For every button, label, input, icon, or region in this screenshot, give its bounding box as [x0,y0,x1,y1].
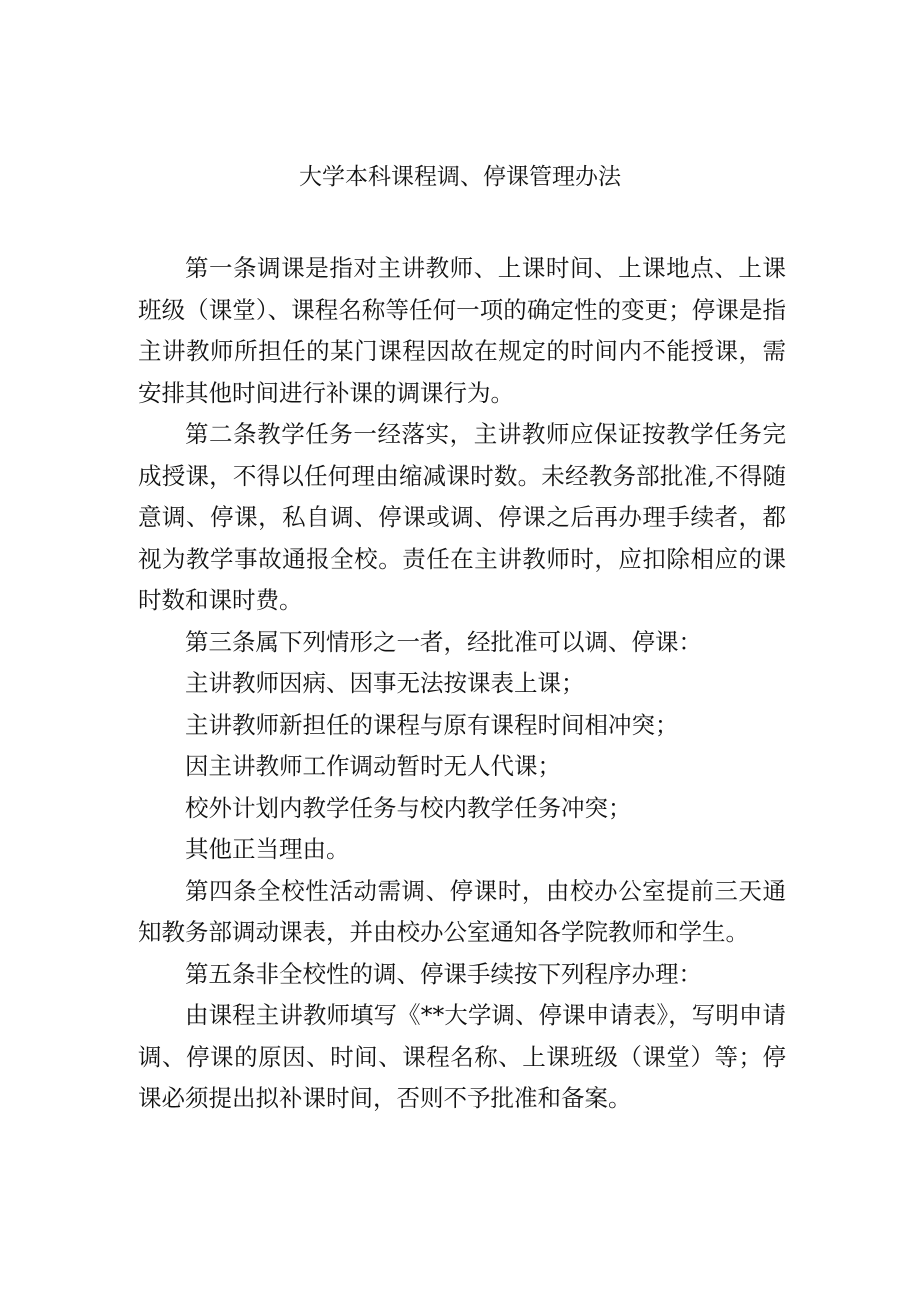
list-item-external-task: 校外计划内教学任务与校内教学任务冲突； [185,793,632,822]
list-item-other: 其他正当理由。 [185,835,350,863]
paragraph-application-form: 由课程主讲教师填写《**大学调、停课申请表》，写明申请调、停课的原因、时间、课程名称、上课班级（课堂）等；停课必须提出拟补课时间，否则不予批准和备案。 [138,1001,786,1112]
list-item-illness: 主讲教师因病、因事无法按课表上课； [185,669,585,697]
document-body [138,248,786,1120]
list-item-transfer: 因主讲教师工作调动暂时无人代课； [185,752,561,780]
paragraph-article-1: 第一条调课是指对主讲教师、上课时间、上课地点、上课班级（课堂）、课程名称等任何一项的确定性的变更；停课是指主讲教师所担任的某门课程因故在规定的时间内不能授课，需安排其他时间进行补课的调课行为。 [138,254,786,407]
document-title: 大学本科课程调、停课管理办法 [299,164,621,190]
paragraph-article-4: 第四条全校性活动需调、停课时，由校办公室提前三天通知教务部调动课表，并由校办公室通知各学院教师和学生。 [138,876,786,946]
list-item-schedule-conflict: 主讲教师新担任的课程与原有课程时间相冲突； [185,710,679,739]
paragraph-article-2: 第二条教学任务一经落实，主讲教师应保证按教学任务完成授课，不得以任何理由缩减课时数。未经教务部批准,不得随意调、停课，私自调、停课或调、停课之后再办理手续者，都视为教学事故通报全校。责任在主讲教师时，应扣除相应的课时数和课时费。 [138,420,786,614]
paragraph-article-3: 第三条属下列情形之一者，经批准可以调、停课： [185,627,702,656]
paragraph-article-5: 第五条非全校性的调、停课手续按下列程序办理： [185,959,702,988]
